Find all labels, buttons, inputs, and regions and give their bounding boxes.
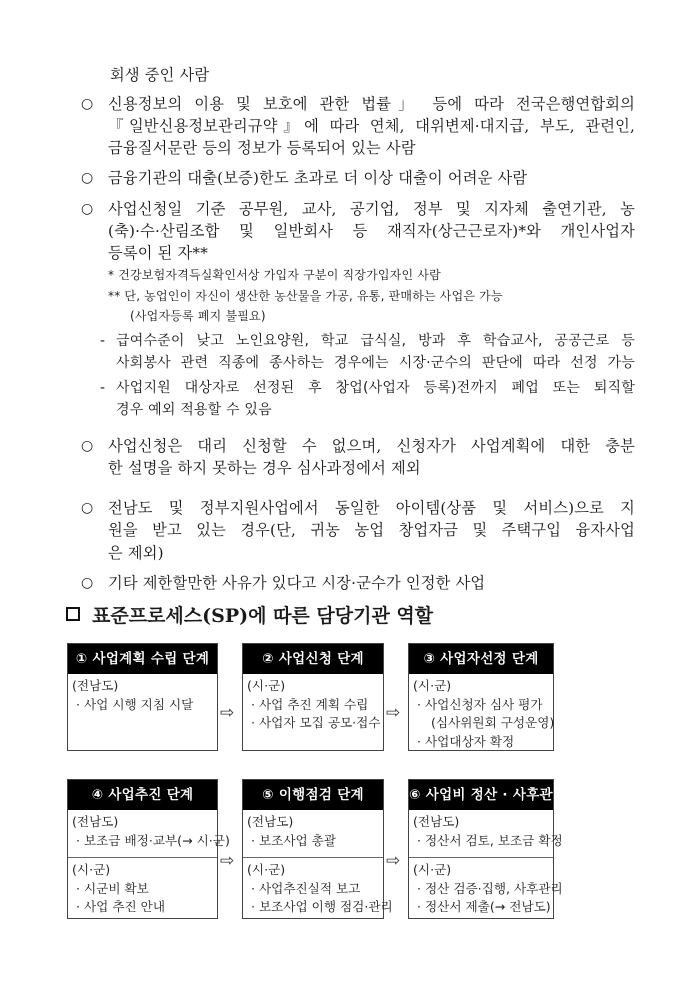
stage-box-2 <box>242 643 384 751</box>
footnote-2: ** 단, 농업인이 자신이 생산한 농산물을 가공, 유통, 판매하는 사업은 가능 <box>108 289 503 303</box>
stage-section <box>68 857 217 917</box>
stage-title: ③ 사업자선정 단계 <box>409 644 553 674</box>
dash-2-line-2: 경우 예외 적용할 수 있음 <box>116 402 272 418</box>
section-heading <box>66 603 433 629</box>
arrow-right-icon: ⇨ <box>220 851 235 871</box>
dash-2-line-1: 사업지원 대상자로 선정된 후 창업(사업자 등록)전까지 폐업 또는 퇴직할 <box>116 380 635 396</box>
stage-task: · 보조금 배정·교부(→ 시·군) <box>76 832 230 848</box>
stage-box-4 <box>67 779 230 919</box>
stage-task: · 사업신청자 심사 평가 <box>417 696 543 712</box>
agency-label: (전남도) <box>247 814 294 829</box>
footnote-2-cont: (사업자등록 폐지 불필요) <box>130 309 266 323</box>
stage-section <box>409 810 563 857</box>
agency-label: (시·군) <box>413 678 452 693</box>
agency-label: (전남도) <box>413 814 460 829</box>
section-title: 표준프로세스(SP)에 따른 담당기관 역할 <box>92 605 434 627</box>
checkbox-square-icon <box>66 607 80 621</box>
dash-1-line-2: 사회봉사 관련 직종에 종사하는 경우에는 시장·군수의 판단에 따라 선정 가능 <box>116 355 635 371</box>
stage-task: · 사업추진실적 보고 <box>251 880 361 896</box>
stage-box-6 <box>408 779 567 919</box>
item-5-line-1: 전남도 및 정부지원사업에서 동일한 아이템(상품 및 서비스)으로 지 <box>108 499 635 517</box>
item-6-line-1: 기타 제한할만한 사유가 있다고 시장·군수가 인정한 사업 <box>108 574 486 592</box>
stage-section <box>409 674 553 751</box>
stage-task: · 사업자 모집 공모·접수 <box>251 715 381 730</box>
stage-task-detail: (심사위원회 구성운영) <box>431 715 555 730</box>
arrow-right-icon: ⇨ <box>386 703 401 723</box>
stage-title: ① 사업계획 수립 단계 <box>68 644 217 674</box>
item-1-line-2: 『일반신용정보관리규약』에 따라 연체, 대위변제·대지급, 부도, 관련인, <box>108 117 635 135</box>
stage-title: ② 사업신청 단계 <box>243 644 383 674</box>
stage-title: ⑥ 사업비 정산 · 사후관리 <box>409 780 553 810</box>
stage-box-1 <box>67 643 218 751</box>
bullet-circle-icon: ○ <box>81 96 94 112</box>
dash-1-line-1: 급여수준이 낮고 노인요양원, 학교 급식실, 방과 후 학습교사, 공공근로 등 <box>116 333 635 349</box>
bullet-circle-icon: ○ <box>81 438 94 454</box>
stage-section <box>243 810 383 857</box>
intro-continuation-line: 회생 중인 사람 <box>110 66 210 84</box>
stage-section <box>68 810 230 857</box>
stage-section <box>243 674 383 733</box>
agency-label: (시·군) <box>413 862 452 877</box>
item-4-line-1: 사업신청은 대리 신청할 수 없으며, 신청자가 사업계획에 대한 충분 <box>108 437 635 455</box>
stage-box-3 <box>408 643 554 751</box>
agency-label: (전남도) <box>72 814 119 829</box>
stage-task: · 정산 검증·집행, 사후관리 <box>417 880 563 896</box>
stage-title: ④ 사업추진 단계 <box>68 780 217 810</box>
item-4-line-2: 한 설명을 하지 못하는 경우 심사과정에서 제외 <box>108 459 421 477</box>
stage-task: · 시군비 확보 <box>76 880 149 896</box>
stage-task: · 보조사업 총괄 <box>251 832 337 848</box>
item-3-line-2: (축)·수·산림조합 및 일반회사 등 재직자(상근근로자)*와 개인사업자 <box>108 222 635 240</box>
item-1-line-3: 금융질서문란 등의 정보가 등록되어 있는 사람 <box>108 139 416 157</box>
stage-task: · 사업 추진 계획 수립 <box>251 696 369 712</box>
stage-section <box>68 674 217 714</box>
bullet-circle-icon: ○ <box>81 201 94 217</box>
stage-task: · 사업 추진 안내 <box>76 899 166 914</box>
bullet-circle-icon: ○ <box>81 500 94 516</box>
dash-symbol: - <box>100 380 106 396</box>
bullet-circle-icon: ○ <box>81 575 94 591</box>
stage-title: ⑤ 이행점검 단계 <box>243 780 383 810</box>
item-5-line-2: 원을 받고 있는 경우(단, 귀농 농업 창업자금 및 주택구입 융자사업 <box>108 521 635 539</box>
arrow-right-icon: ⇨ <box>386 851 401 871</box>
stage-section <box>409 857 563 917</box>
dash-symbol: - <box>100 333 106 349</box>
stage-task: · 사업대상자 확정 <box>417 733 515 749</box>
agency-label: (시·군) <box>72 862 111 877</box>
agency-label: (시·군) <box>247 862 286 877</box>
item-1-line-1: 신용정보의 이용 및 보호에 관한 법률」 등에 따라 전국은행연합회의 <box>108 95 635 113</box>
stage-task: · 정산서 제출(→ 전남도) <box>417 899 551 914</box>
stage-task: · 정산서 검토, 보조금 확정 <box>417 832 563 848</box>
stage-box-5 <box>242 779 393 919</box>
footnote-1: * 건강보험자격득실확인서상 가입자 구분이 직장가입자인 사람 <box>108 268 441 282</box>
stage-task: · 보조사업 이행 점검·관리 <box>251 899 393 914</box>
item-3-line-1: 사업신청일 기준 공무원, 교사, 공기업, 정부 및 지자체 출연기관, 농 <box>108 200 635 218</box>
stage-section <box>243 857 393 917</box>
agency-label: (시·군) <box>247 678 286 693</box>
stage-task: · 사업 시행 지침 시달 <box>76 696 194 712</box>
item-5-line-3: 은 제외) <box>108 544 164 562</box>
arrow-right-icon: ⇨ <box>220 703 235 723</box>
item-3-line-3: 등록이 된 자** <box>108 244 208 262</box>
item-2-line-1: 금융기관의 대출(보증)한도 초과로 더 이상 대출이 어려운 사람 <box>108 169 528 187</box>
agency-label: (전남도) <box>72 678 119 693</box>
bullet-circle-icon: ○ <box>81 170 94 186</box>
